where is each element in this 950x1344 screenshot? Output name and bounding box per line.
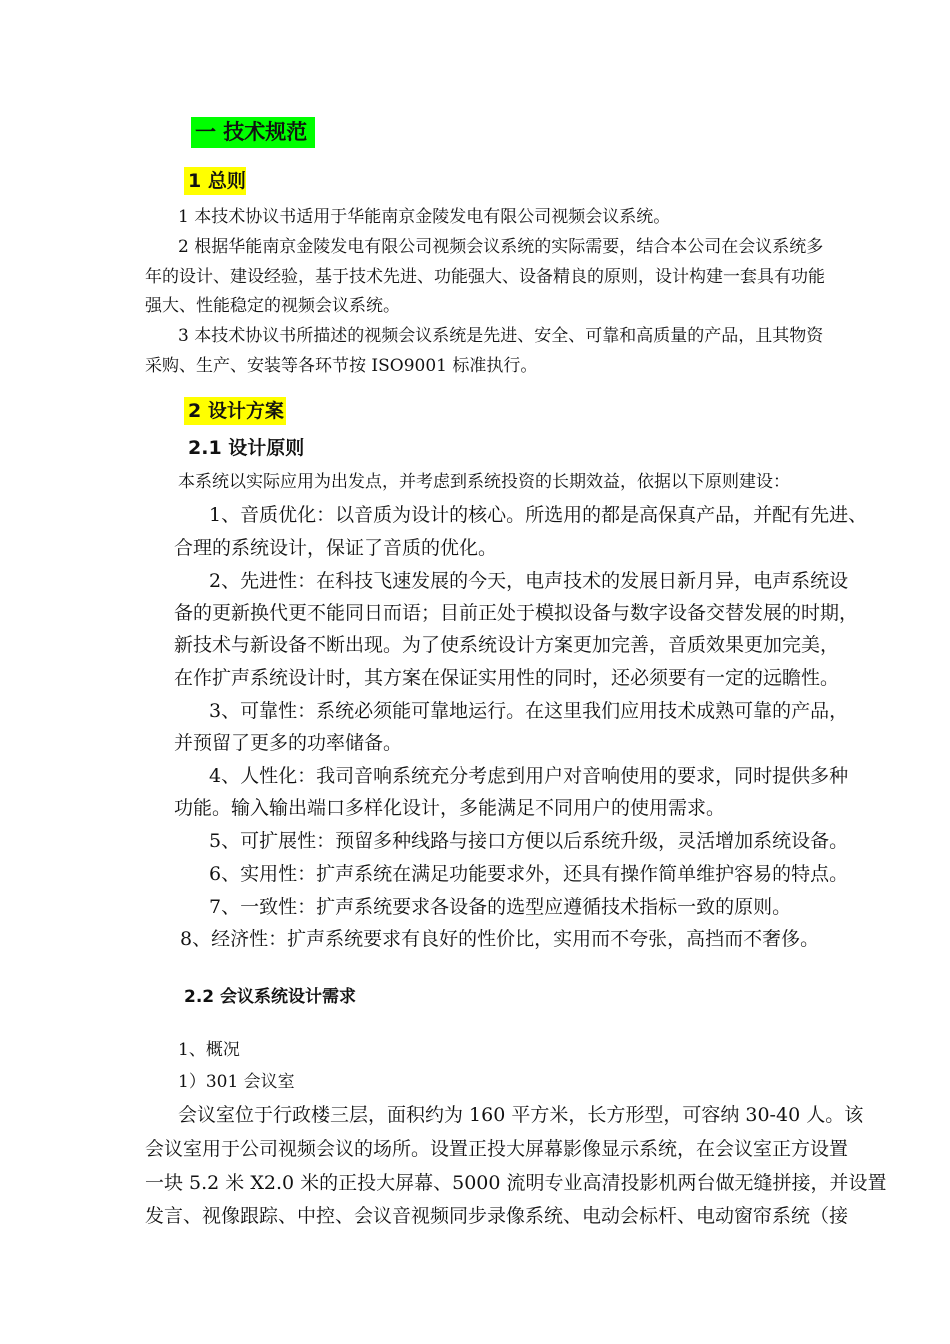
paragraph-line: 发言、视像跟踪、中控、会议音视频同步录像系统、电动会标杆、电动窗帘系统（接: [145, 1205, 849, 1227]
paragraph-line: 本系统以实际应用为出发点，并考虑到系统投资的长期效益，依据以下原则建设：: [178, 472, 790, 492]
paragraph-line: 采购、生产、安装等各环节按 ISO9001 标准执行。: [145, 356, 538, 376]
paragraph-line: 强大、性能稳定的视频会议系统。: [145, 296, 400, 316]
subsection-title-meeting-requirements: 2.2 会议系统设计需求: [184, 987, 357, 1007]
principle-line: 新技术与新设备不断出现。为了使系统设计方案更加完善，音质效果更加完美，: [174, 634, 840, 656]
principle-line: 合理的系统设计，保证了音质的优化。: [174, 537, 498, 559]
paragraph-line: 3 本技术协议书所描述的视频会议系统是先进、安全、可靠和高质量的产品，且其物资: [178, 326, 824, 346]
section-title-general: 1 总则: [184, 167, 246, 195]
principle-line: 6、实用性：扩声系统在满足功能要求外，还具有操作简单维护容易的特点。: [209, 863, 849, 885]
paragraph-line: 会议室用于公司视频会议的场所。设置正投大屏幕影像显示系统，在会议室正方设置: [145, 1138, 849, 1160]
principle-line: 功能。输入输出端口多样化设计，多能满足不同用户的使用需求。: [174, 797, 726, 819]
paragraph-line: 2 根据华能南京金陵发电有限公司视频会议系统的实际需要，结合本公司在会议系统多: [178, 237, 824, 257]
paragraph-line: 1）301 会议室: [178, 1072, 295, 1092]
heading-technical-spec: 一 技术规范: [191, 117, 315, 148]
section-title-design-plan: 2 设计方案: [184, 397, 286, 425]
principle-line: 备的更新换代更不能同日而语；目前正处于模拟设备与数字设备交替发展的时期，: [174, 602, 859, 624]
subsection-title-design-principles: 2.1 设计原则: [188, 437, 305, 459]
principle-line: 在作扩声系统设计时，其方案在保证实用性的同时，还必须要有一定的远瞻性。: [174, 667, 840, 689]
principle-line: 2、先进性：在科技飞速发展的今天，电声技术的发展日新月异，电声系统设: [209, 570, 849, 592]
principle-line: 5、可扩展性：预留多种线路与接口方便以后系统升级，灵活增加系统设备。: [209, 830, 849, 852]
principle-line: 1、音质优化：以音质为设计的核心。所选用的都是高保真产品，并配有先进、: [209, 504, 868, 526]
principle-line: 4、人性化：我司音响系统充分考虑到用户对音响使用的要求，同时提供多种: [209, 765, 849, 787]
paragraph-line: 年的设计、建设经验，基于技术先进、功能强大、设备精良的原则，设计构建一套具有功能: [145, 267, 825, 287]
principle-line: 3、可靠性：系统必须能可靠地运行。在这里我们应用技术成熟可靠的产品，: [209, 700, 849, 722]
paragraph-line: 会议室位于行政楼三层，面积约为 160 平方米，长方形型，可容纳 30-40 人。该: [178, 1104, 864, 1126]
principle-line: 8、经济性：扩声系统要求有良好的性价比，实用而不夸张，高挡而不奢侈。: [180, 928, 820, 950]
paragraph-line: 1 本技术协议书适用于华能南京金陵发电有限公司视频会议系统。: [178, 207, 671, 227]
paragraph-line: 一块 5.2 米 X2.0 米的正投大屏幕、5000 流明专业高清投影机两台做无缝拼接，并设置: [145, 1172, 887, 1194]
principle-line: 并预留了更多的功率储备。: [174, 732, 403, 754]
principle-line: 7、一致性：扩声系统要求各设备的选型应遵循技术指标一致的原则。: [209, 896, 792, 918]
paragraph-line: 1、概况: [178, 1040, 240, 1060]
